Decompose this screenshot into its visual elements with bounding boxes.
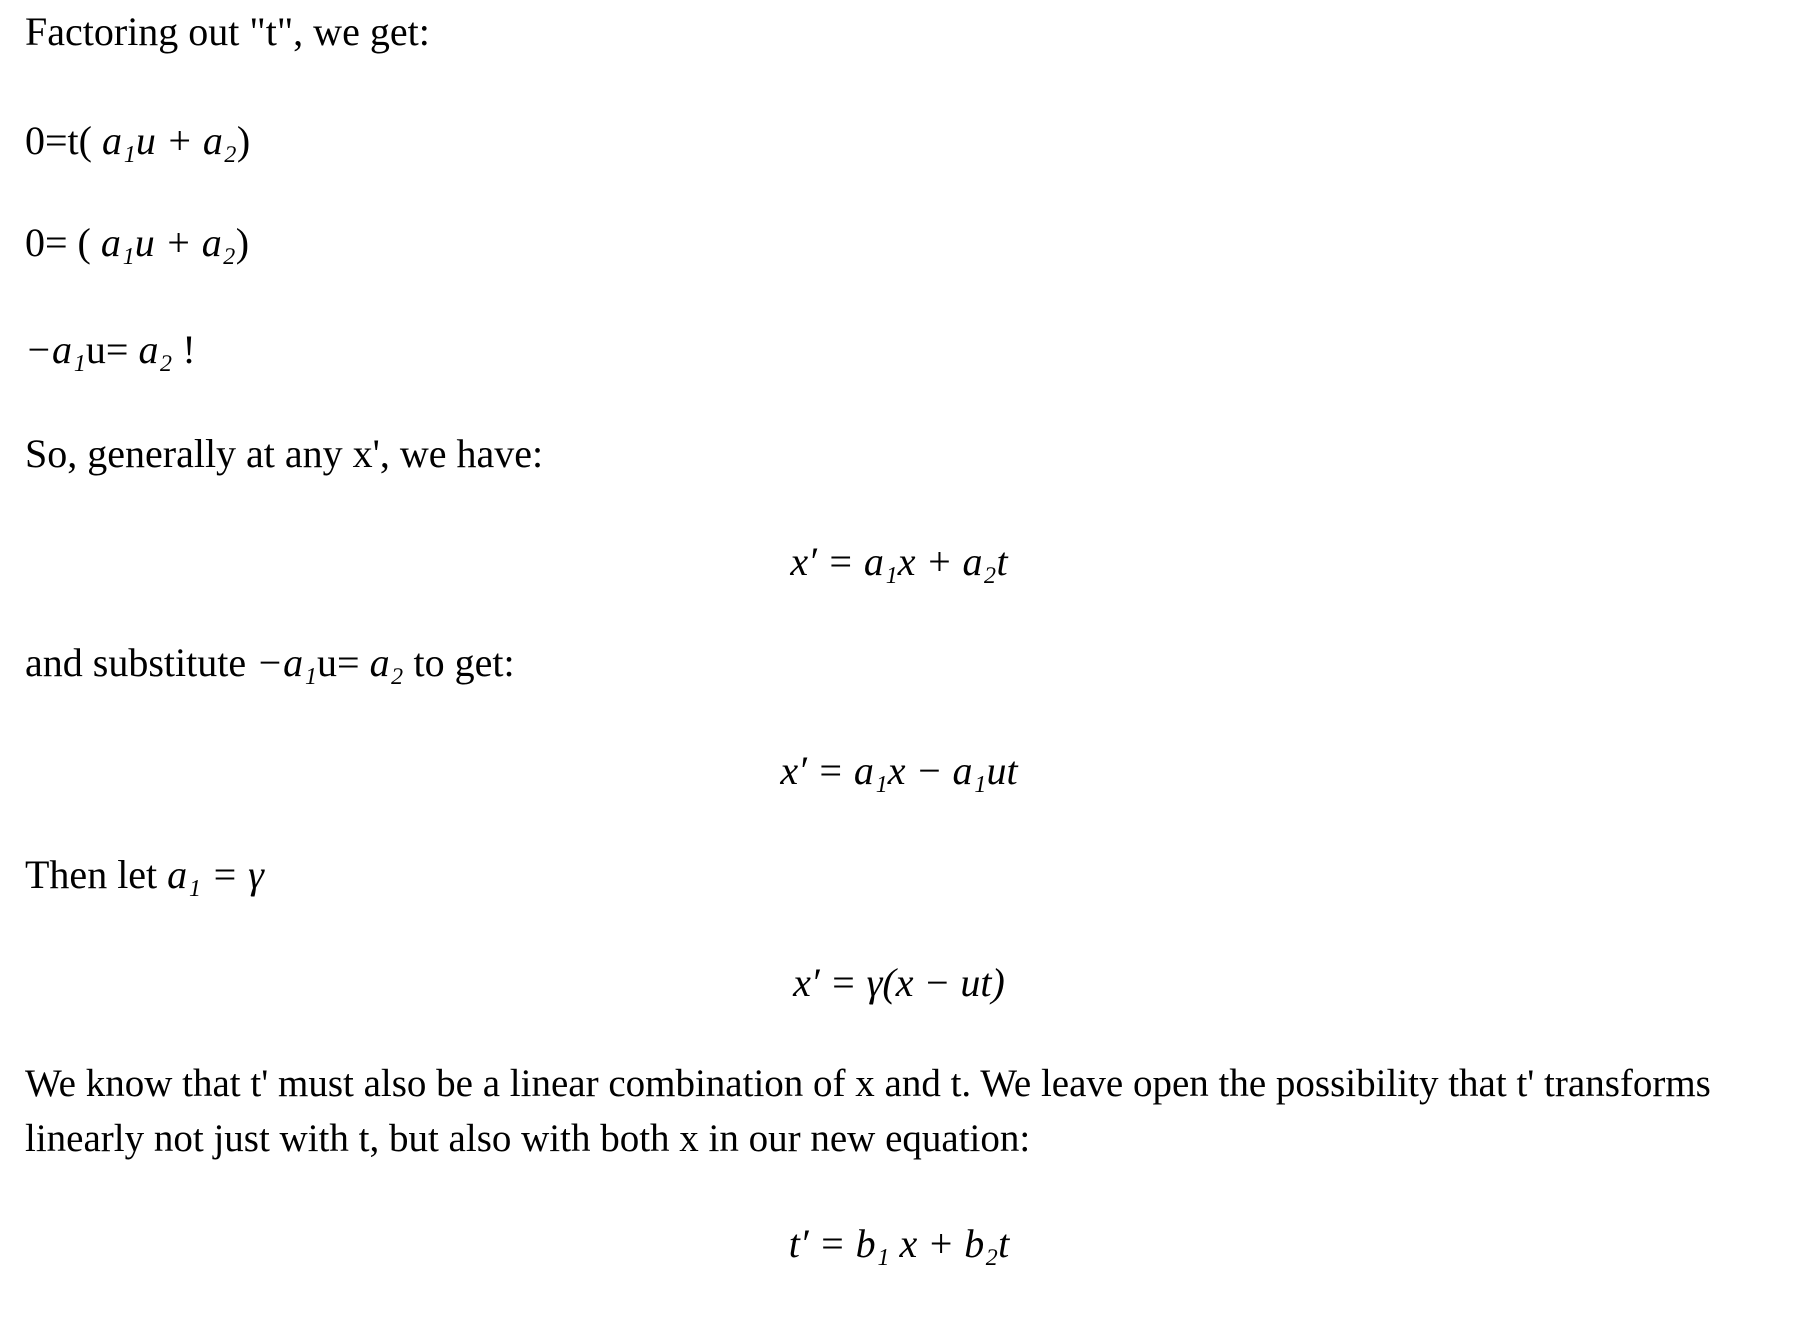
- eq-mid: u=: [317, 640, 370, 685]
- eq-suffix: ): [236, 118, 251, 163]
- eq-math: a₁u + a₂: [102, 118, 237, 163]
- equation-x-prime-general: x′ = a₁x + a₂t: [790, 539, 1008, 584]
- eq-math-left: −a₁: [256, 640, 317, 685]
- eq-math: a₁u + a₂: [100, 220, 236, 265]
- eq-math: a₁ = γ: [167, 852, 264, 897]
- equation-x-prime-substituted: x′ = a₁x − a₁ut: [780, 748, 1018, 793]
- text-then-let: [25, 850, 264, 900]
- equation-x-prime-gamma: x′ = γ(x − ut): [793, 960, 1005, 1005]
- text-substitute: [25, 638, 515, 688]
- equation-t-prime: t′ = b₁ x + b₂t: [788, 1221, 1010, 1266]
- equation-factored: [25, 116, 250, 166]
- eq-suffix: ): [235, 220, 250, 265]
- eq-mid: u=: [85, 327, 139, 372]
- eq-suffix: !: [172, 327, 196, 372]
- text-suffix: to get:: [403, 640, 515, 685]
- eq-prefix: 0=t(: [25, 118, 102, 163]
- text-generally: So, generally at any x', we have:: [25, 431, 544, 476]
- text-prefix: Then let: [25, 852, 168, 897]
- equation-zero: [25, 218, 249, 268]
- text-prefix: and substitute: [25, 640, 257, 685]
- eq-math-right: a₂: [369, 640, 404, 685]
- text-factoring-out: Factoring out "t", we get:: [25, 9, 430, 54]
- eq-prefix: 0= (: [25, 220, 101, 265]
- eq-math-left: −a₁: [25, 327, 86, 372]
- paragraph-t-prime: We know that t' must also be a linear combination of x and t. We leave open the possibility that t' transforms linearly not just with t, but also with both x in our new equation:: [25, 1062, 1711, 1160]
- eq-math-right: a₂: [138, 327, 173, 372]
- equation-relation: [25, 325, 196, 375]
